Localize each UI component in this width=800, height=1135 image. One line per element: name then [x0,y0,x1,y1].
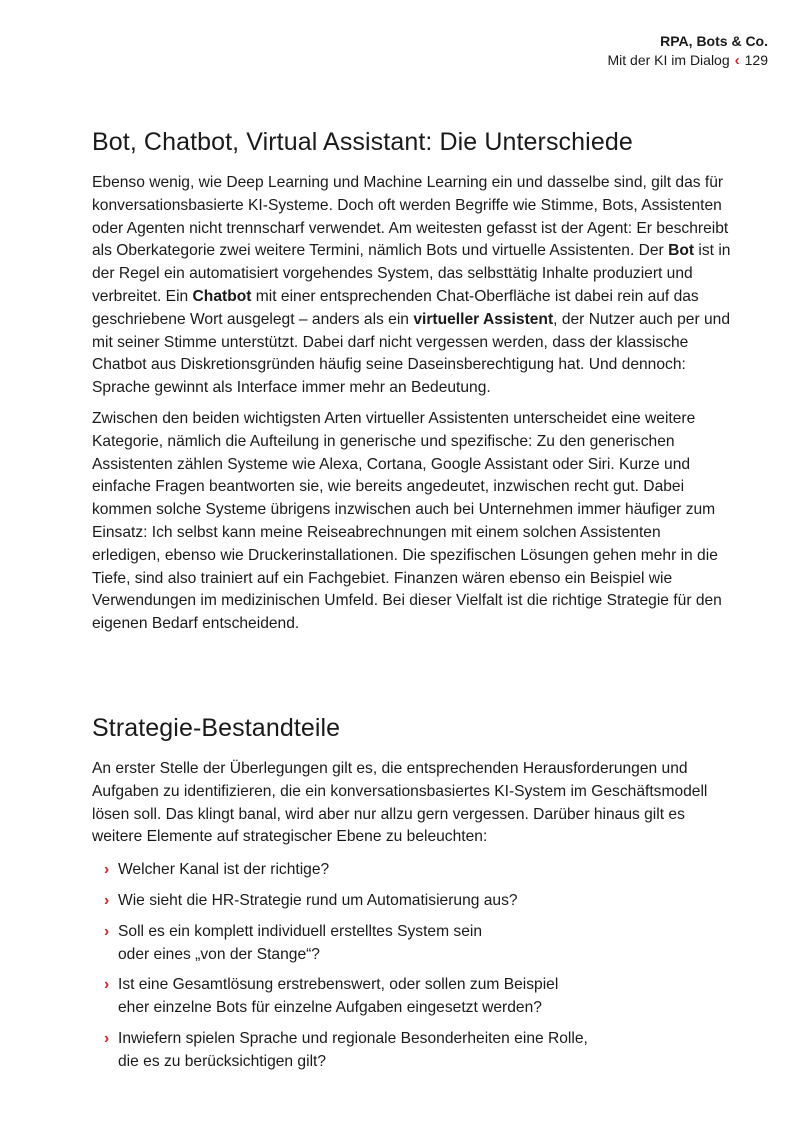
chevron-right-icon: › [104,976,110,994]
page-number: 129 [744,52,768,68]
list-item [92,921,732,967]
list-item-text: Wie sieht die HR-Strategie rund um Automatisierung aus? [118,891,518,909]
list-item-text: Inwiefern spielen Sprache und regionale Besonderheiten eine Rolle, [118,1029,588,1047]
chevron-left-icon: ‹ [734,52,740,69]
paragraph-text: Ebenso wenig, wie Deep Learning und Machine Learning ein und dasselbe sind, gilt das für konversationsbasierte KI-Systeme. Doch oft werden Begriffe wie Stimme, Bots, Assistenten oder Agenten nicht trennscharf verwendet. Am weitesten gefasst ist der Agent: Er beschreibt als Oberkategorie zwei weitere Termini, nämlich Bots und virtuelle Assistenten. Der [92,174,729,260]
list-item-text-continued: oder eines „von der Stange“? [118,945,320,963]
chevron-right-icon: › [104,1029,110,1047]
section-heading-strategy: Strategie-Bestandteile [92,714,341,742]
list-item [92,974,732,1020]
list-item [92,890,732,913]
paragraph-strategy-intro: An erster Stelle der Überlegungen gilt es, die entsprechenden Herausforderungen und Aufgaben zu identifizieren, die ein konversationsbasiertes KI-System im Geschäftsmodell lösen soll. Das klingt banal, wird aber nur allzu gern vergessen. Darüber hinaus gilt es weitere Elemente auf strategischer Ebene zu beleuchten: [92,760,708,846]
running-head-subtitle-row [607,51,768,70]
list-item-text: Welcher Kanal ist der richtige? [118,861,330,879]
paragraph-text: mit einer entsprechenden Chat-Oberfläche ist dabei rein auf das geschriebene Wort ausgelegt – anders als ein [92,287,699,328]
section-heading-differences: Bot, Chatbot, Virtual Assistant: Die Unterschiede [92,128,633,156]
keyword-bot: Bot [668,242,695,260]
section-differences [92,126,732,636]
keyword-chatbot: Chatbot [192,287,252,305]
paragraph-assistant-types: Zwischen den beiden wichtigsten Arten virtueller Assistenten unterscheidet eine weitere Kategorie, nämlich die Aufteilung in generische und spezifische: Zu den generischen Assistenten zählen Systeme wie Alexa, Cortana, Google Assistant oder Siri. Kurze und einfache Fragen beantworten sie, wie bereits angedeutet, inzwischen recht gut. Dabei kommen solche Systeme übrigens inzwischen auch bei Unternehmen immer häufiger zum Einsatz: Ich selbst kann meine Reiseabrechnungen mit einem solchen Assistenten erledigen, ebenso wie Druckerinstallationen. Die spezifischen Lösungen gehen mehr in die Tiefe, sind also trainiert auf ein Fachgebiet. Finanzen wären ebenso ein Beispiel wie Verwendungen im medizinischen Umfeld. Bei dieser Vielfalt ist die richtige Strategie für den eigenen Bedarf entscheidend. [92,409,722,633]
paragraph-definitions [92,172,732,400]
paragraph-text: , der Nutzer auch per und mit seiner Stimme unterstützt. Dabei darf nicht vergessen werden, dass der klassische Chatbot aus Diskretionsgründen häufig seine Daseinsberechtigung hat. Und dennoch: Sprache gewinnt als Interface immer mehr an Bedeutung. [92,310,730,397]
list-item [92,859,732,882]
list-item [92,1028,732,1074]
section-strategy [92,712,732,1082]
running-head [607,32,768,70]
chevron-right-icon: › [104,922,110,940]
list-item-text: Ist eine Gesamtlösung erstrebenswert, oder sollen zum Beispiel [118,976,559,994]
chevron-right-icon: › [104,891,110,909]
chevron-right-icon: › [104,861,110,879]
strategy-question-list [92,859,732,1073]
running-head-title: RPA, Bots & Co. [660,33,768,49]
list-item-text-continued: eher einzelne Bots für einzelne Aufgaben eingesetzt werden? [118,999,542,1017]
keyword-virtual-assistant: virtueller Assistent [413,310,554,328]
list-item-text: Soll es ein komplett individuell erstelltes System sein [118,922,483,940]
paragraph-text: ist in der Regel ein automatisiert vorgehendes System, das selbsttätig Inhalte produziert und verbreitet. Ein [92,242,731,305]
list-item-text-continued: die es zu berücksichtigen gilt? [118,1052,327,1070]
running-head-subtitle: Mit der KI im Dialog [607,52,730,68]
